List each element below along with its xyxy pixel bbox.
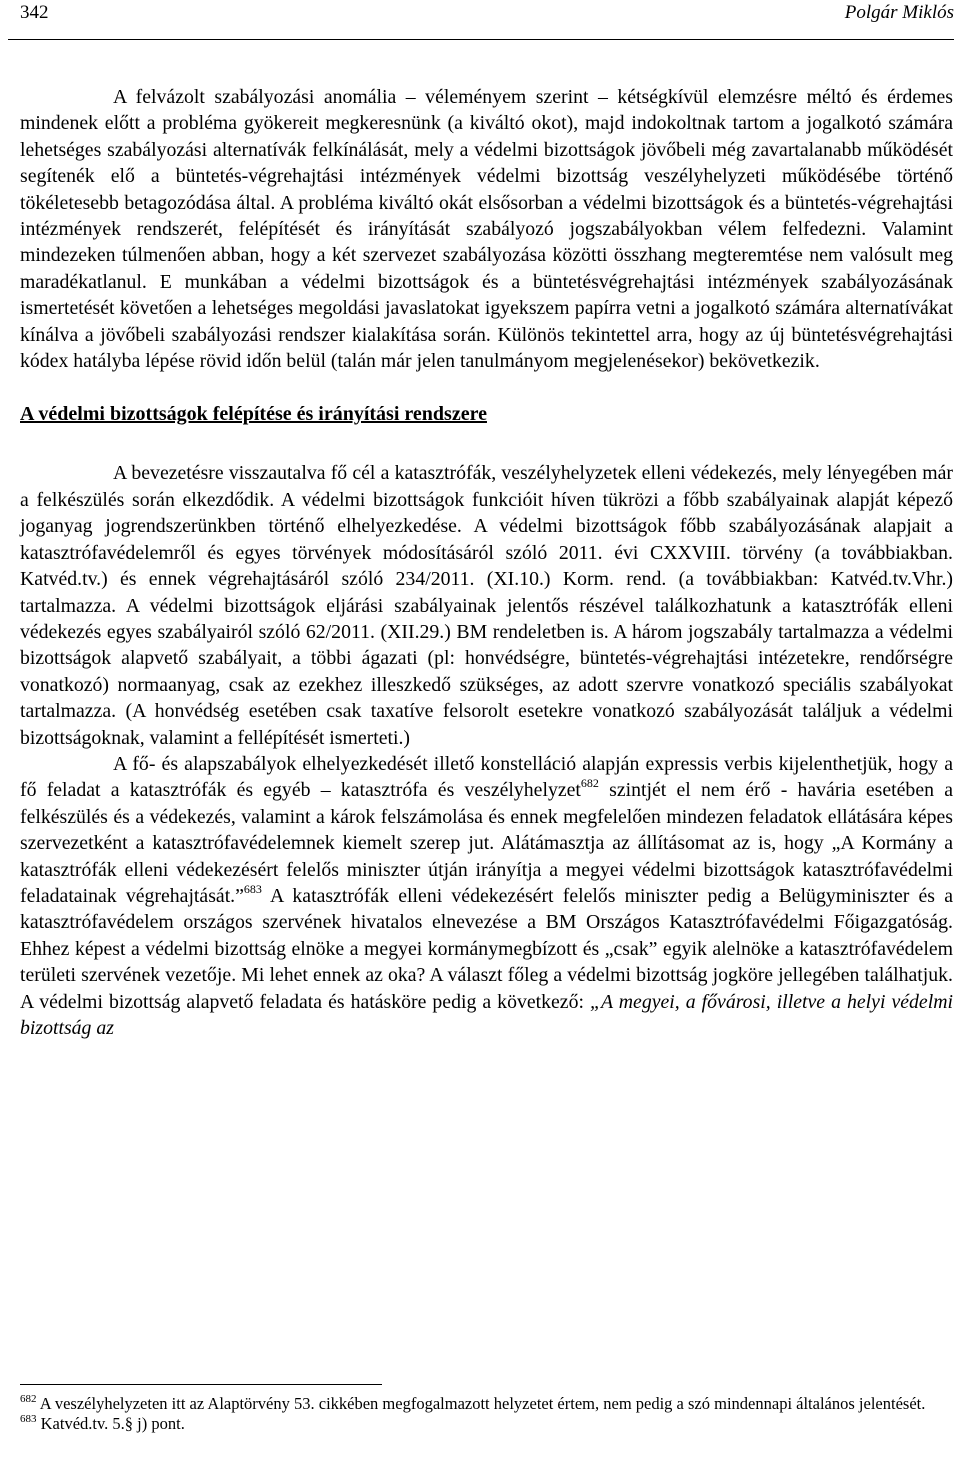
heading-spacer [20, 427, 953, 460]
paragraph-structure: A bevezetésre visszautalva fő cél a katasztrófák, veszélyhelyzetek elleni védekezés, mely lényegében már a felkészülés során elkezdődik. A védelmi bizottságok funkcióit híven tükrözi a főbb szabályainak alapját képező joganyag jogrendszerünkben történő elhelyezkedése. A védelmi bizottságok főbb szabályozásának alapjait a katasztrófavédelemről és egyes törvények módosításáról szóló 2011. évi CXXVIII. törvény (a továbbiakban. Katvéd.tv.) és ennek végrehajtásáról szóló 234/2011. (XI.10.) Korm. rend. (a továbbiakban: Katvéd.tv.Vhr.) tartalmazza. A védelmi bizottságok eljárási szabályainak jelentős részével találkozhatunk a katasztrófák elleni védekezés egyes szabályairól szóló 62/2011. (XII.29.) BM rendeletben is. A három jogszabály tartalmazza a védelmi bizottságok alapvető szabályait, a többi ágazati (pl: honvédségre, büntetés-végrehajtási intézetekre, rendőrségre vonatkozó) normaanyag, csak az ezekhez illeszkedő szükséges, az adott szervre vonatkozó speciális szabályokat tartalmazza. (A honvédség esetében csak taxatíve felsorolt esetekre vonatkozó szabályozását találjuk a védelmi bizottságoknak, valamint a fellépítését ismerteti.) [20, 462, 953, 749]
paragraph-text: A katasztrófák elleni védekezésért felelős miniszter pedig a Belügyminiszter és a katasztrófavédelem országos szervének hivatalos elnevezése a BM Országos Katasztrófavédelmi Főigazgatóság. Ehhez képest a védelmi bizottság elnöke a megyei kormánymegbízott és „csak” egyik alelnöke a katasztrófavédelem területi szervének vezetője. Mi lehet ennek az oka? A választ főleg a védelmi bizottság jogköre jellegében találhatjuk. A védelmi bizottság alapvető feladata és hatásköre pedig a következő: [20, 884, 953, 1013]
footnote-number: 683 [20, 1413, 37, 1425]
paragraph-intro: A felvázolt szabályozási anomália – véleményem szerint – kétségkívül elemzésre méltó és érdemes mindenek előtt a probléma gyökereit megkeresnünk (a kiváltó okot), majd indokoltnak tartom a jogalkotó számára lehetséges szabályozási alternatívák felkínálását, mely a védelmi bizottságok jövőbeli még zavartalanabb működését segítenék elő a büntetés-végrehajtási intézmények védelmi bizottság veszélyhelyzeti működésébe történő tökéletesebb betagozódása által. A probléma kiváltó okát elsősorban a védelmi bizottságok és a büntetés-végrehajtási intézmények rendszerét, felépítését és irányítását szabályozó jogszabályokban vélem felfedezni. Valamint mindezeken túlmenően abban, hogy a két szervezet szabályozása közötti összhang megteremtése nem valósult meg maradékatlanul. E munkában a védelmi bizottságok és a büntetésvégrehajtási intézmények szabályozásának ismertetését követően a lehetséges megoldási javaslatokat igyekszem papírra vetni a jogalkotó számára alternatívákat kínálva a jövőbeli szabályozási rendszer kialakítása során. Különös tekintettel arra, hogy az új büntetésvégrehajtási kódex hatályba lépése rövid időn belül (talán már jelen tanulmányom megjelenésekor) bekövetkezik. [20, 86, 953, 373]
footnote-ref-682[interactable]: 682 [580, 776, 599, 791]
running-header [20, 0, 954, 24]
page-number: 342 [20, 2, 49, 23]
paragraph-text: szintjét el nem érő - havária esetében a felkészülés és a védekezés, valamint a károk felszámolása és ennek megfelelően mindezen feladatok ellátására képes szervezetként a katasztrófavédelemnek kiemelt szerep jut. Alátámasztja az állításomat az is, hogy „A Kormány a katasztrófák elleni védekezésért felelős miniszter útján irányítja a megyei védelmi bizottságok katasztrófavédelmi feladatainak végrehajtását.” [20, 779, 953, 907]
footnote-682 [20, 1394, 953, 1414]
footnotes [20, 1394, 953, 1434]
footnote-divider [20, 1384, 382, 1385]
footnote-text: Katvéd.tv. 5.§ j) pont. [36, 1414, 185, 1433]
paragraph-competence [20, 751, 953, 1041]
paragraph-text: A fő- és alapszabályok elhelyezkedését illető konstelláció alapján expressis verbis kijelenthetjük, hogy a fő feladat a katasztrófák és egyéb – katasztrófa és veszélyhelyzet [20, 752, 953, 802]
footnote-text: A veszélyhelyzeten itt az Alaptörvény 53. cikkében megfogalmazott helyzetet értem, nem pedig a szó mindennapi általános jelentését. [36, 1394, 926, 1413]
quoted-text: „A megyei, a fővárosi, illetve a helyi védelmi bizottság az [20, 990, 953, 1039]
footnote-number: 682 [20, 1393, 37, 1405]
footnote-ref-683[interactable]: 683 [243, 881, 262, 896]
section-heading: A védelmi bizottságok felépítése és irányítási rendszere [20, 403, 487, 426]
header-divider [8, 39, 954, 40]
main-text [20, 84, 953, 1041]
running-title: Polgár Miklós [844, 2, 954, 23]
footnote-683 [20, 1414, 953, 1434]
